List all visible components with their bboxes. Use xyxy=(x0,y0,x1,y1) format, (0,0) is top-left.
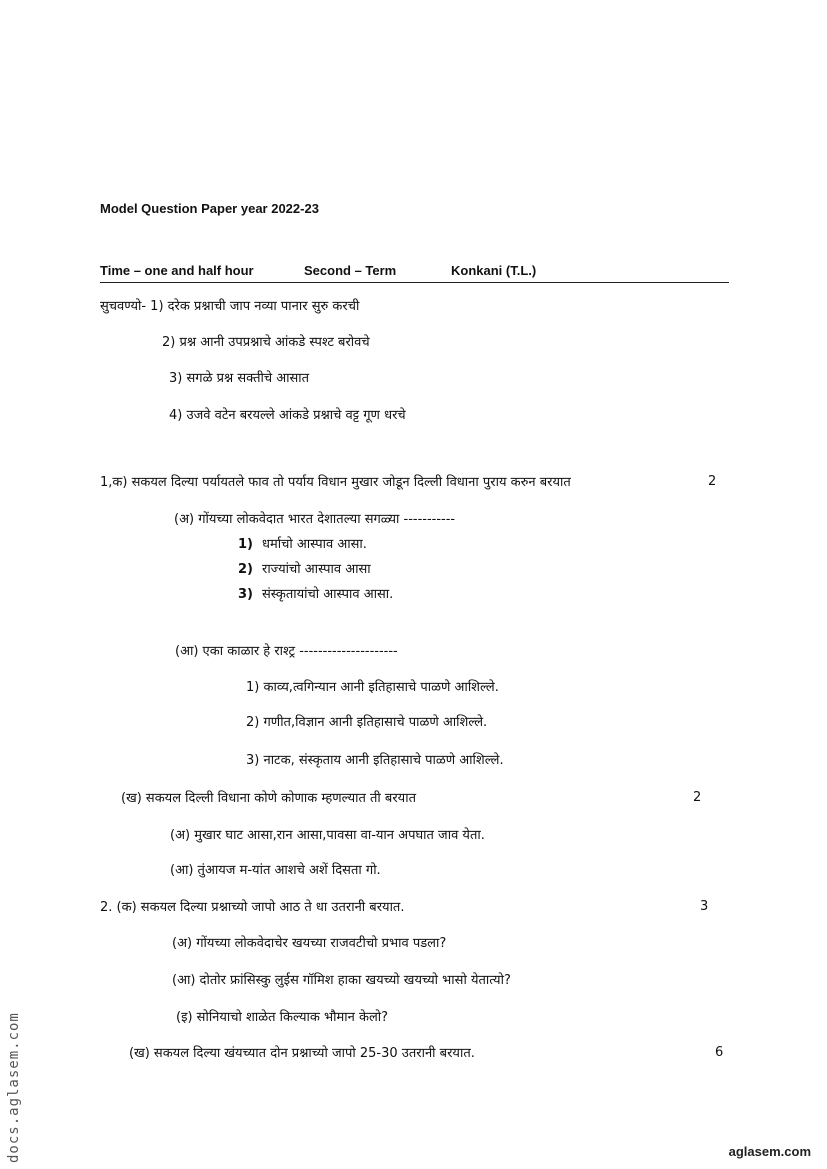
time-label: Time – one and half hour xyxy=(100,263,254,278)
q1-kha-marks: 2 xyxy=(693,790,702,805)
option-number: 2) xyxy=(238,562,253,577)
q1-kha-item: (अ) मुखार घाट आसा,रान आसा,पावसा वा-यान अपघात जाव येता. xyxy=(170,828,485,843)
option-text: धर्माचो आस्पाव आसा. xyxy=(262,537,367,552)
subject-label: Konkani (T.L.) xyxy=(451,263,537,278)
option-number: 3) xyxy=(238,587,253,602)
q2-kha-prompt: (ख) सकयल दिल्या खंयच्यात दोन प्रश्नाच्यो जापो 25-30 उतरानी बरयात. xyxy=(129,1046,475,1061)
option-text: 2) गणीत,विज्ञान आनी इतिहासाचे पाळणे आशिल्ले. xyxy=(246,715,488,730)
q1-a-stem: (अ) गोंयच्या लोकवेदात भारत देशातल्या सगळ्या ----------- xyxy=(174,512,456,527)
instruction-item: 3) सगळे प्रश्न सक्तीचे आसात xyxy=(169,371,310,386)
header-divider xyxy=(100,282,729,283)
q1-aa-stem: (आ) एका काळार हे राश्ट्र --------------------- xyxy=(175,644,398,659)
q2-ka-item: (अ) गोंयच्या लोकवेदाचेर खयच्या राजवटीचो प्रभाव पडला? xyxy=(172,936,447,951)
q2-ka-item: (आ) दोतोर फ्रांसिस्कु लुईस गॉमिश हाका खयच्यो खयच्यो भासो येतात्यो? xyxy=(172,973,511,988)
q2-ka-item: (इ) सोनियाचो शाळेत किल्याक भौमान केलो? xyxy=(176,1010,389,1025)
q1-ka-prompt: 1,क) सकयल दिल्या पर्यायतले फाव तो पर्याय विधान मुखार जोडून दिल्ली विधाना पुराय करुन बरयात xyxy=(100,475,571,490)
instruction-lead: सुचवण्यो- 1) दरेक प्रश्नाची जाप नव्या पानार सुरु करची xyxy=(100,299,360,314)
q1-kha-prompt: (ख) सकयल दिल्ली विधाना कोणे कोणाक म्हणल्यात ती बरयात xyxy=(121,791,416,806)
term-label: Second – Term xyxy=(304,263,397,278)
q2-ka-marks: 3 xyxy=(700,899,709,914)
paper-title: Model Question Paper year 2022-23 xyxy=(100,201,319,216)
option-number: 1) xyxy=(238,537,253,552)
instruction-item: 2) प्रश्न आनी उपप्रश्नाचे आंकडे स्पश्ट बरोवचे xyxy=(162,335,370,350)
q1-kha-item: (आ) तुंआयज म-यांत आशचे अशें दिसता गो. xyxy=(170,863,381,878)
instruction-item: 4) उजवे वटेन बरयल्ले आंकडे प्रश्नाचे वट्ट गूण धरचे xyxy=(169,408,406,423)
footer-watermark: aglasem.com xyxy=(728,1144,811,1159)
option-text: 1) काव्य,त्वगिन्यान आनी इतिहासाचे पाळणे आशिल्ले. xyxy=(246,680,499,695)
option-text: राज्यांचो आस्पाव आसा xyxy=(262,562,371,577)
q2-kha-marks: 6 xyxy=(715,1045,724,1060)
option-text: 3) नाटक, संस्कृताय आनी इतिहासाचे पाळणे आशिल्ले. xyxy=(246,753,504,768)
q2-ka-prompt: 2. (क) सकयल दिल्या प्रश्नाच्यो जापो आठ ते धा उतरानी बरयात. xyxy=(100,900,405,915)
option-text: संस्कृतायांचो आस्पाव आसा. xyxy=(262,587,394,602)
q1-ka-marks: 2 xyxy=(708,474,717,489)
side-watermark: docs.aglasem.com xyxy=(6,1012,22,1163)
